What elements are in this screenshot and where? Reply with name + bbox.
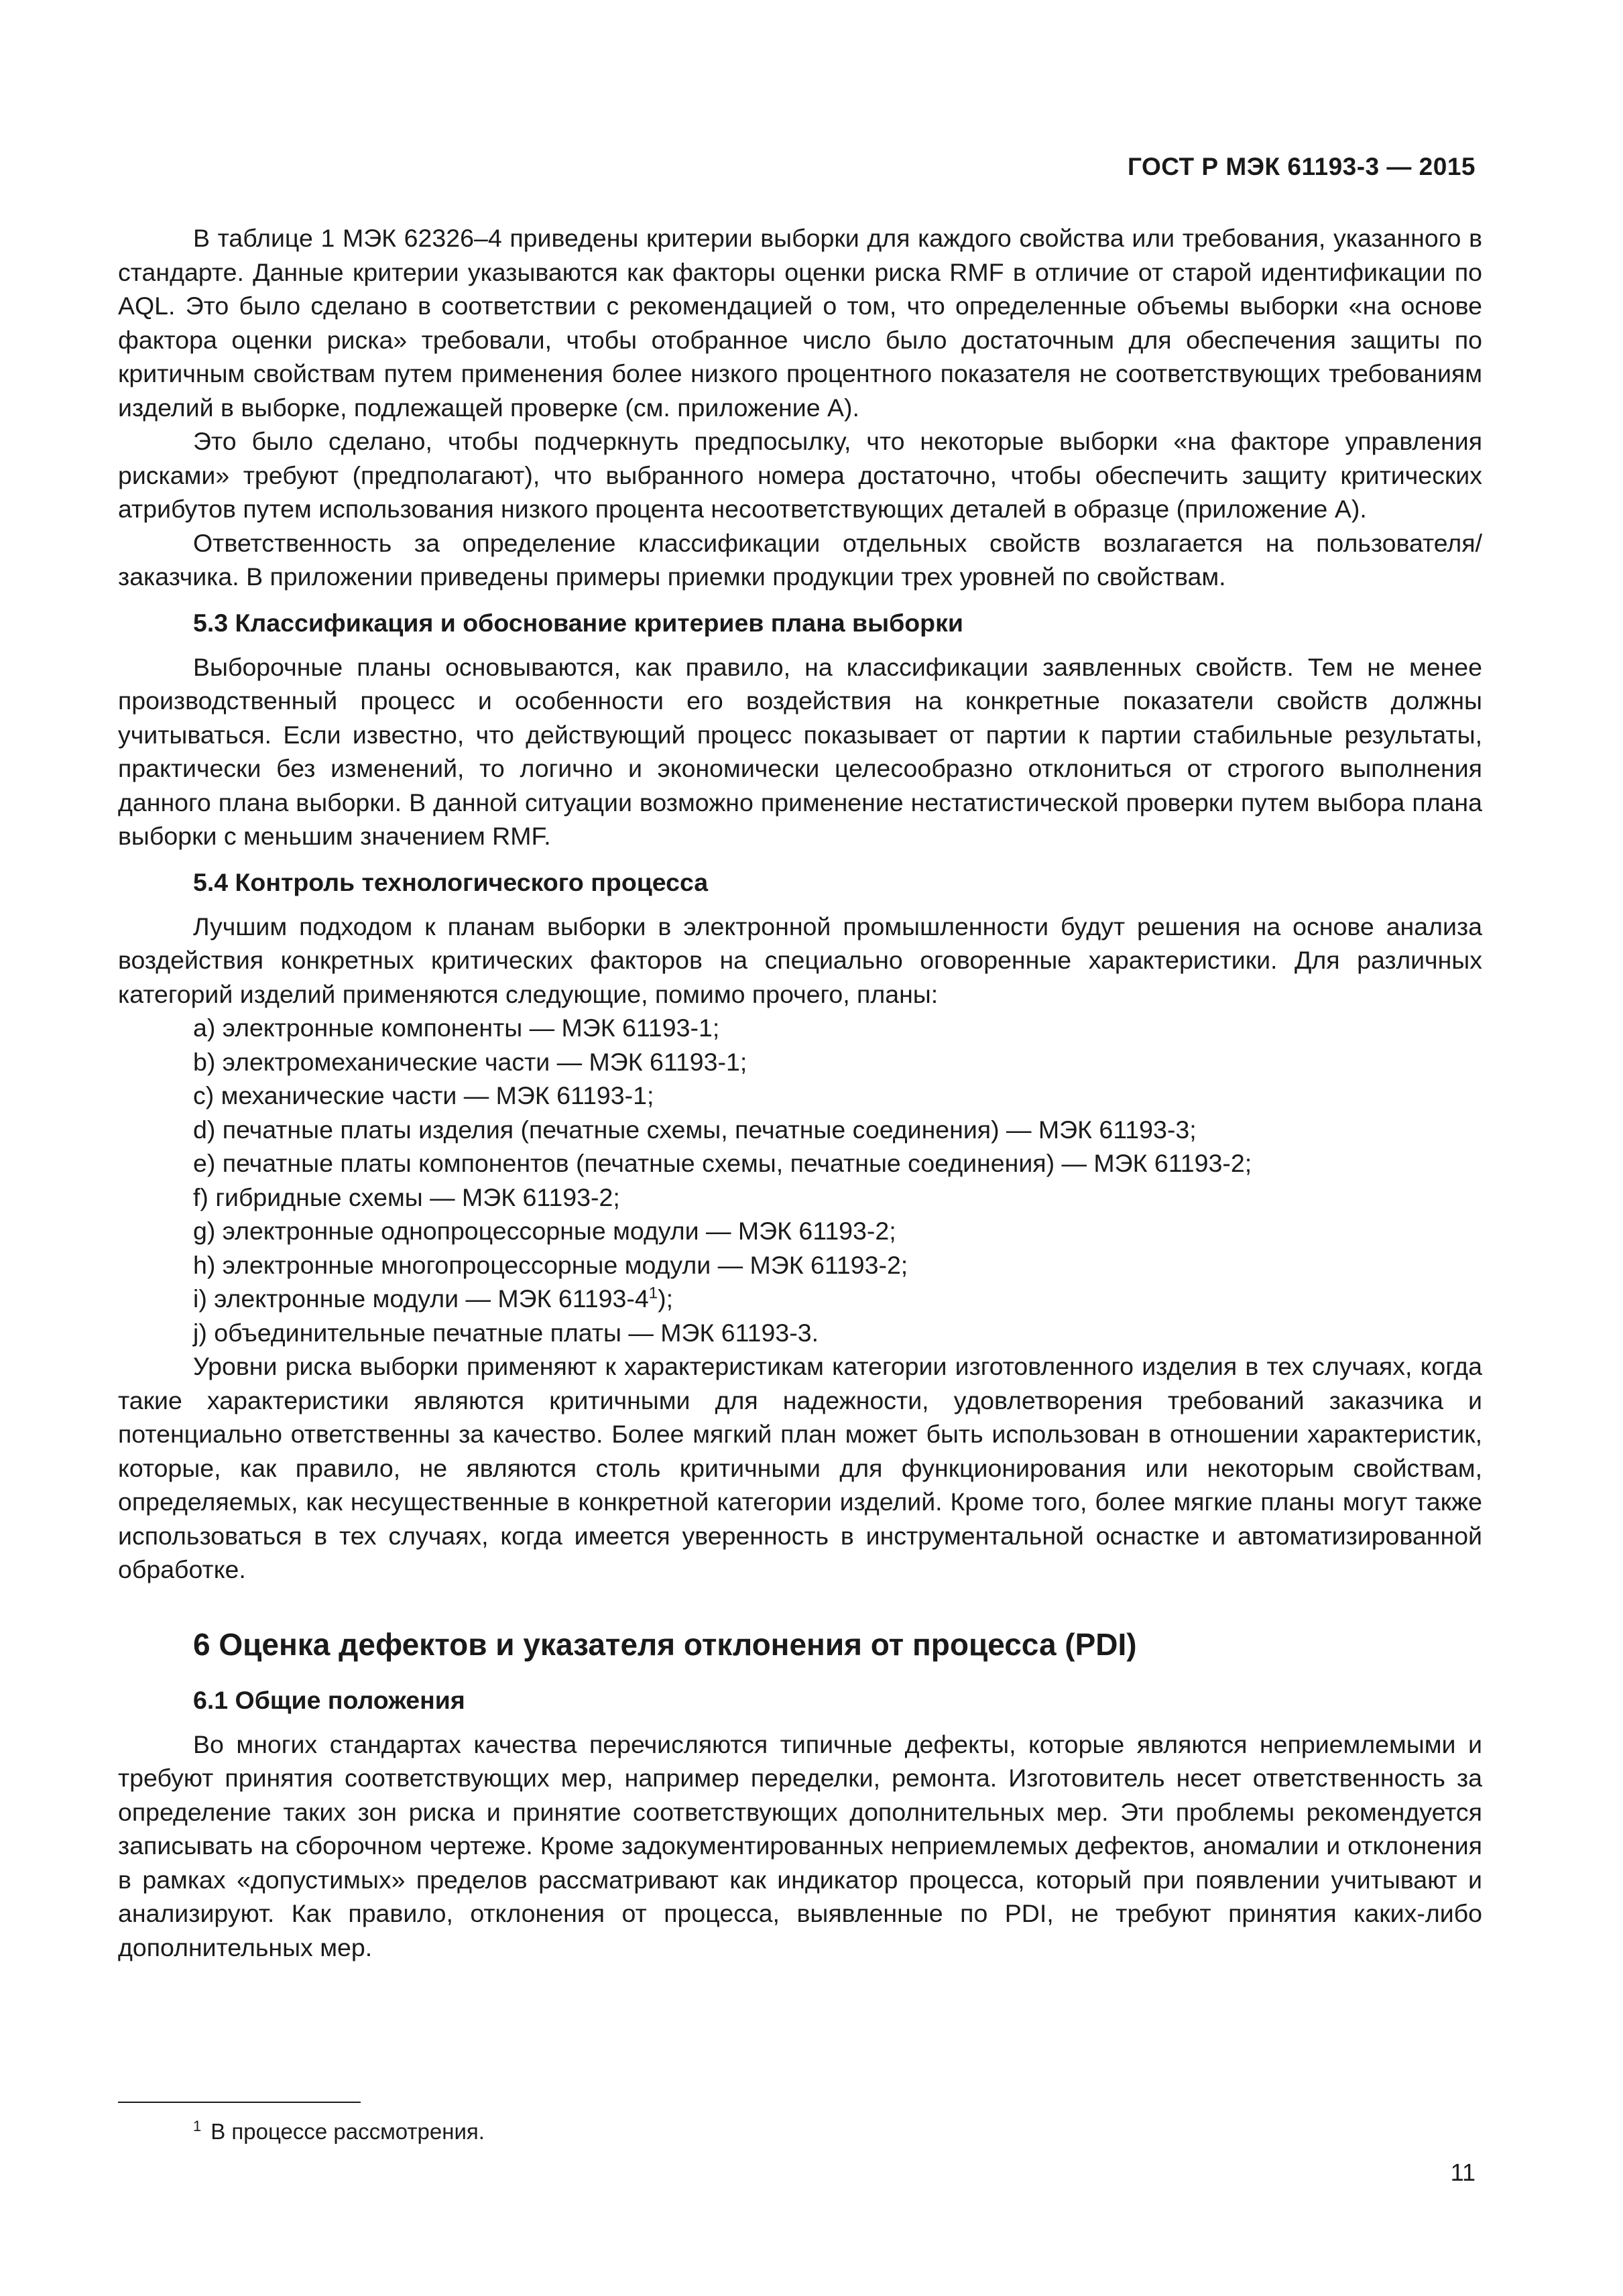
list-item: a) электронные компоненты — МЭК 61193-1;	[193, 1014, 720, 1042]
list-item: d) печатные платы изделия (печатные схемы, печатные соединения) — МЭК 61193-3;	[193, 1115, 1197, 1144]
list-item: j) объединительные печатные платы — МЭК 61193-3.	[193, 1318, 819, 1347]
section-6-heading: 6 Оценка дефектов и указателя отклонения от процесса (PDI)	[193, 1626, 1137, 1662]
section-5-4-closing-paragraph: Уровни риска выборки применяют к характеристикам категории изготовленного изделия в тех случаях, когда такие характеристики являются критичными для надежности, удовлетворения требований заказчика и потенциально ответственны за качество. Более мягкий план может быть использован в отношении характеристик, которые, как правило, не являются столь критичными для функционирования или некоторым свойствам, определяемых, как несущественные в конкретной категории изделий. Кроме того, более мягкие планы могут также использоваться в тех случаях, когда имеется уверенность в инструментальной оснастке и автоматизированной обработке.	[118, 1352, 1482, 1583]
standard-header: ГОСТ Р МЭК 61193-3 — 2015	[1127, 153, 1476, 180]
footnote	[193, 2112, 485, 2147]
section-5-4-heading: 5.4 Контроль технологического процесса	[193, 867, 709, 896]
section-5-4-intro-paragraph: Лучшим подходом к планам выборки в электронной промышленности будут решения на основе анализа воздействия конкретных критических факторов на специально оговоренные характеристики. Для различных категорий изделий применяются следующие, помимо прочего, планы:	[118, 912, 1482, 1008]
list-item: e) печатные платы компонентов (печатные схемы, печатные соединения) — МЭК 61193-2;	[193, 1149, 1252, 1177]
intro-paragraph: В таблице 1 МЭК 62326–4 приведены критерии выборки для каждого свойства или требования, указанного в стандарте. Данные критерии указываются как факторы оценки риска RMF в отличие от старой идентификации по AQL. Это было сделано в соответствии с рекомендацией о том, что определенные объемы выборки «на основе фактора оценки риска» требовали, чтобы отобранное число было достаточным для обеспечения защиты по критичным свойствам путем применения более низкого процентного показателя не соответствующих требованиям изделий в выборке, подлежащей проверке (см. приложение А).	[118, 224, 1482, 422]
section-6-1-paragraph: Во многих стандартах качества перечисляются типичные дефекты, которые являются неприемлемыми и требуют принятия соответствующих мер, например переделки, ремонта. Изготовитель несет ответственность за определение таких зон риска и принятие соответствующих дополнительных мер. Эти проблемы рекомендуется записывать на сборочном чертеже. Кроме задокументированных неприемлемых дефектов, аномалии и отклонения в рамках «допустимых» пределов рассматривают как индикатор процесса, который при появлении учитывают и анализируют. Как правило, отклонения от процесса, выявленные по PDI, не требуют принятия каких-либо дополнительных мер.	[118, 1730, 1482, 1961]
list-item: b) электромеханические части — МЭК 61193-1;	[193, 1047, 747, 1076]
page-number: 11	[1450, 2159, 1476, 2186]
product-category-list	[118, 1011, 1482, 1349]
footnote-reference[interactable]: 1	[648, 1284, 658, 1303]
intro-paragraph: Это было сделано, чтобы подчеркнуть предпосылку, что некоторые выборки «на факторе управления рисками» требуют (предполагают), что выбранного номера достаточно, чтобы обеспечить защиту критических атрибутов путем использования низкого процента несоответствующих деталей в образце (приложение А).	[118, 427, 1482, 523]
intro-paragraph: Ответственность за определение классификации отдельных свойств возлагается на пользователя/ заказчика. В приложении приведены примеры приемки продукции трех уровней по свойствам.	[118, 528, 1482, 591]
section-5-3-paragraph: Выборочные планы основываются, как правило, на классификации заявленных свойств. Тем не менее производственный процесс и особенности его воздействия на конкретные показатели свойств должны учитываться. Если известно, что действующий процесс показывает от партии к партии стабильные результаты, практически без изменений, то логично и экономически целесообразно отклониться от строгого выполнения данного плана выборки. В данной ситуации возможно применение нестатистической проверки путем выбора плана выборки с меньшим значением RMF.	[118, 652, 1482, 850]
list-item-suffix: );	[658, 1284, 674, 1313]
footnote-mark: 1	[193, 2118, 202, 2134]
footnote-divider	[118, 2102, 361, 2103]
page-content	[118, 221, 1482, 1964]
footnote-text: В процессе рассмотрения.	[211, 2119, 485, 2144]
section-6-1-heading: 6.1 Общие положения	[193, 1685, 465, 1714]
list-item: c) механические части — МЭК 61193-1;	[193, 1081, 654, 1109]
list-item-text: i) электронные модули — МЭК 61193-4	[193, 1284, 649, 1313]
section-5-3-heading: 5.3 Классификация и обоснование критериев плана выборки	[193, 608, 963, 637]
list-item: h) электронные многопроцессорные модули — МЭК 61193-2;	[193, 1250, 908, 1279]
list-item: f) гибридные схемы — МЭК 61193-2;	[193, 1183, 620, 1211]
list-item-with-footnote	[193, 1282, 1482, 1316]
list-item: g) электронные однопроцессорные модули — МЭК 61193-2;	[193, 1217, 896, 1245]
